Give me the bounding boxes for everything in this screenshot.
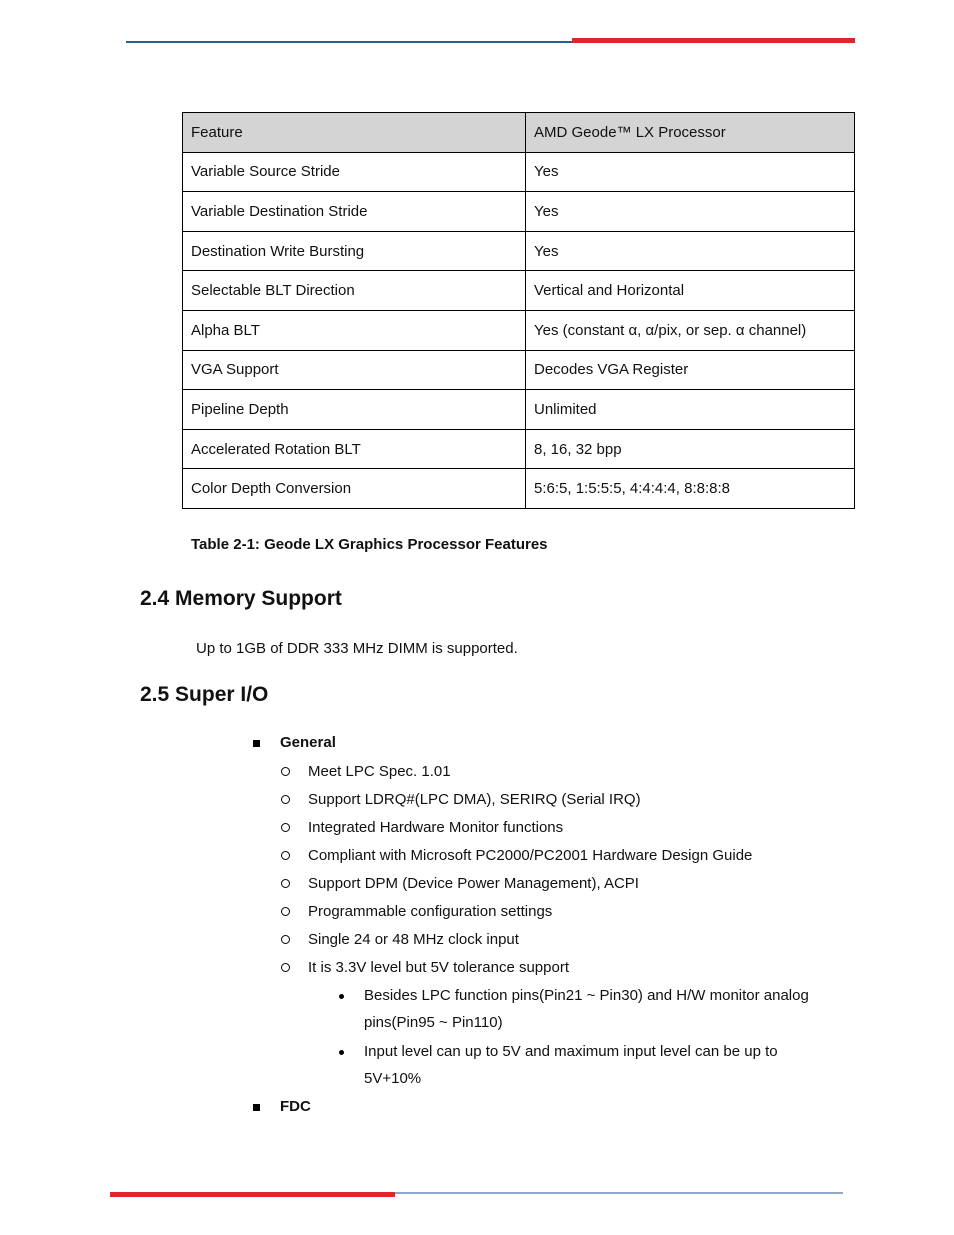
table-cell: Variable Source Stride: [183, 152, 526, 192]
footer-rule-red: [110, 1192, 395, 1197]
table-cell: Decodes VGA Register: [526, 350, 855, 390]
circle-bullet-icon: [281, 795, 290, 804]
table-cell: Pipeline Depth: [183, 390, 526, 430]
table-header-row: [183, 113, 855, 153]
table-cell: Yes: [526, 192, 855, 232]
table-row: [183, 152, 855, 192]
list-item: Support DPM (Device Power Management), ACPI: [308, 875, 639, 892]
list-item: Besides LPC function pins(Pin21 ~ Pin30) and H/W monitor analog pins(Pin95 ~ Pin110): [364, 987, 809, 1031]
table-cell: Yes: [526, 152, 855, 192]
square-bullet-icon: [253, 1104, 260, 1111]
header-rule-red: [572, 38, 855, 43]
list-item: Integrated Hardware Monitor functions: [308, 819, 564, 836]
table-row: [183, 429, 855, 469]
fdc-label: FDC: [280, 1098, 311, 1115]
list-item: Input level can up to 5V and maximum input level can be up to 5V+10%: [364, 1043, 778, 1087]
super-io-heading: 2.5 Super I/O: [140, 683, 269, 706]
table-cell: Yes (constant α, α/pix, or sep. α channel): [526, 310, 855, 350]
table-cell: Unlimited: [526, 390, 855, 430]
dot-bullet-icon: [339, 1050, 344, 1055]
memory-support-text: Up to 1GB of DDR 333 MHz DIMM is supported.: [196, 640, 518, 657]
table-cell: VGA Support: [183, 350, 526, 390]
footer-rule-blue: [393, 1192, 843, 1194]
table-header-cell: AMD Geode™ LX Processor: [526, 113, 855, 153]
table-header-cell: Feature: [183, 113, 526, 153]
table-cell: Color Depth Conversion: [183, 469, 526, 509]
table-cell: 8, 16, 32 bpp: [526, 429, 855, 469]
list-item: Single 24 or 48 MHz clock input: [308, 931, 519, 948]
table-cell: Yes: [526, 231, 855, 271]
circle-bullet-icon: [281, 963, 290, 972]
circle-bullet-icon: [281, 879, 290, 888]
memory-support-heading: 2.4 Memory Support: [140, 587, 342, 610]
dot-bullet-icon: [339, 994, 344, 999]
circle-bullet-icon: [281, 907, 290, 916]
table-row: [183, 390, 855, 430]
circle-bullet-icon: [281, 851, 290, 860]
table-row: [183, 350, 855, 390]
circle-bullet-icon: [281, 935, 290, 944]
general-label: General: [280, 734, 336, 751]
list-item: Support LDRQ#(LPC DMA), SERIRQ (Serial IRQ): [308, 791, 641, 808]
table-row: [183, 192, 855, 232]
features-table: [182, 112, 855, 509]
circle-bullet-icon: [281, 767, 290, 776]
table-cell: Variable Destination Stride: [183, 192, 526, 232]
list-item: It is 3.3V level but 5V tolerance support: [308, 959, 569, 976]
table-cell: Alpha BLT: [183, 310, 526, 350]
table-cell: Vertical and Horizontal: [526, 271, 855, 311]
table-row: [183, 310, 855, 350]
table-cell: Accelerated Rotation BLT: [183, 429, 526, 469]
table-cell: 5:6:5, 1:5:5:5, 4:4:4:4, 8:8:8:8: [526, 469, 855, 509]
table-caption: Table 2-1: Geode LX Graphics Processor Features: [191, 536, 548, 553]
circle-bullet-icon: [281, 823, 290, 832]
table-row: [183, 231, 855, 271]
table-cell: Selectable BLT Direction: [183, 271, 526, 311]
table-row: [183, 271, 855, 311]
header-rule-blue: [126, 41, 576, 43]
list-item: Programmable configuration settings: [308, 903, 553, 920]
table-row: [183, 469, 855, 509]
list-item: Meet LPC Spec. 1.01: [308, 763, 451, 780]
square-bullet-icon: [253, 740, 260, 747]
list-item: Compliant with Microsoft PC2000/PC2001 Hardware Design Guide: [308, 847, 753, 864]
table-cell: Destination Write Bursting: [183, 231, 526, 271]
